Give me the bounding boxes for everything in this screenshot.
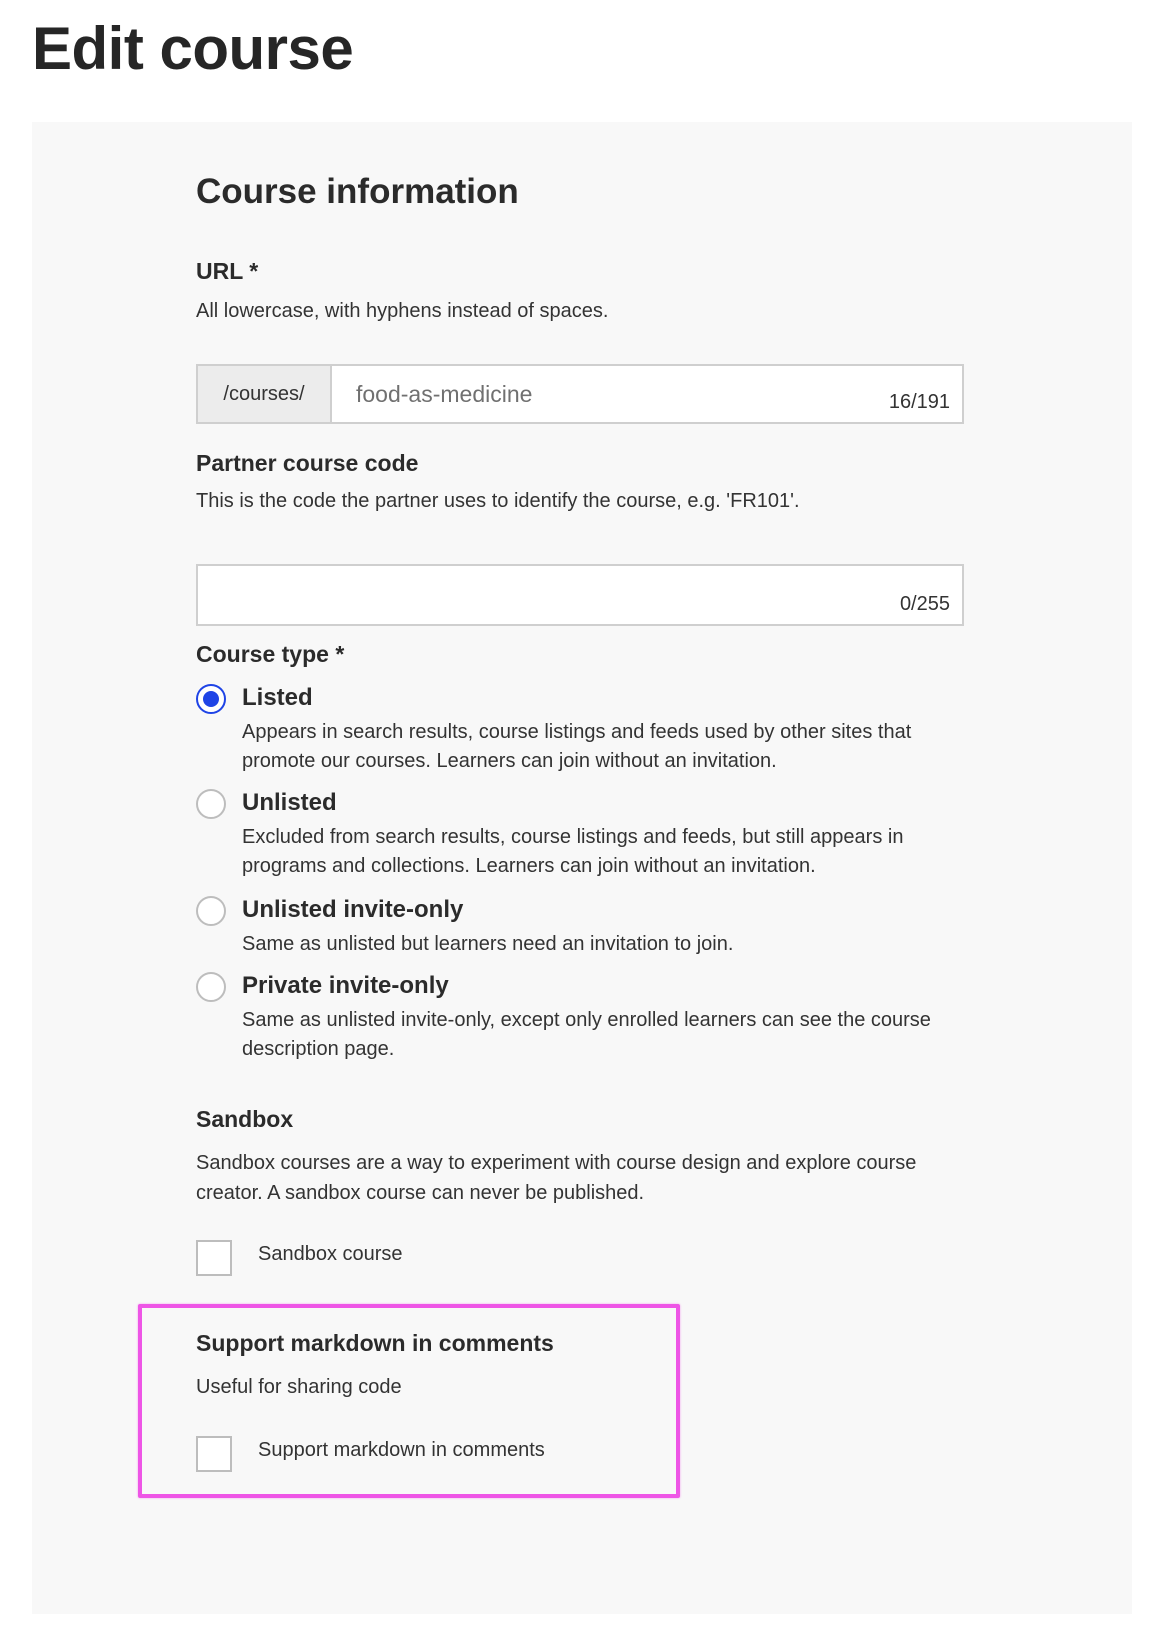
radio-listed[interactable] — [196, 684, 226, 714]
page-title: Edit course — [32, 15, 354, 82]
radio-description: Same as unlisted invite-only, except only enrolled learners can see the course description page. — [242, 1009, 931, 1060]
markdown-highlight-box — [138, 1304, 680, 1498]
partner-code-char-counter: 0/255 — [899, 593, 950, 615]
sandbox-checkbox[interactable] — [196, 1240, 232, 1276]
partner-code-input[interactable] — [198, 566, 962, 624]
markdown-checkbox-label[interactable]: Support markdown in comments — [258, 1439, 545, 1461]
radio-unlisted-invite-only[interactable] — [196, 896, 226, 926]
sandbox-hint: Sandbox courses are a way to experiment with course design and explore course creator. A sandbox course can never be published. — [196, 1152, 917, 1204]
sandbox-label: Sandbox — [196, 1106, 294, 1132]
radio-title: Unlisted invite-only — [242, 896, 464, 923]
url-input[interactable] — [332, 366, 962, 422]
markdown-hint: Useful for sharing code — [196, 1376, 402, 1398]
partner-code-field — [196, 564, 964, 626]
radio-title: Listed — [242, 684, 313, 711]
partner-code-label: Partner course code — [196, 450, 419, 476]
radio-description: Appears in search results, course listings and feeds used by other sites that promote our courses. Learners can join without an invitation. — [242, 721, 912, 772]
url-label: URL * — [196, 258, 259, 284]
radio-title: Private invite-only — [242, 972, 449, 999]
radio-description: Excluded from search results, course listings and feeds, but still appears in programs and collections. Learners can join without an invitation. — [242, 826, 904, 877]
url-prefix: /courses/ — [198, 366, 332, 422]
radio-private-invite-only[interactable] — [196, 972, 226, 1002]
url-hint: All lowercase, with hyphens instead of spaces. — [196, 300, 609, 322]
url-field — [196, 364, 964, 424]
course-type-label: Course type * — [196, 641, 345, 667]
sandbox-checkbox-label[interactable]: Sandbox course — [258, 1243, 403, 1265]
section-title: Course information — [196, 172, 519, 211]
markdown-label: Support markdown in comments — [196, 1330, 554, 1356]
url-char-counter: 16/191 — [888, 391, 950, 413]
radio-description: Same as unlisted but learners need an invitation to join. — [242, 933, 734, 955]
partner-code-hint: This is the code the partner uses to identify the course, e.g. 'FR101'. — [196, 490, 800, 512]
radio-unlisted[interactable] — [196, 789, 226, 819]
radio-title: Unlisted — [242, 789, 337, 816]
